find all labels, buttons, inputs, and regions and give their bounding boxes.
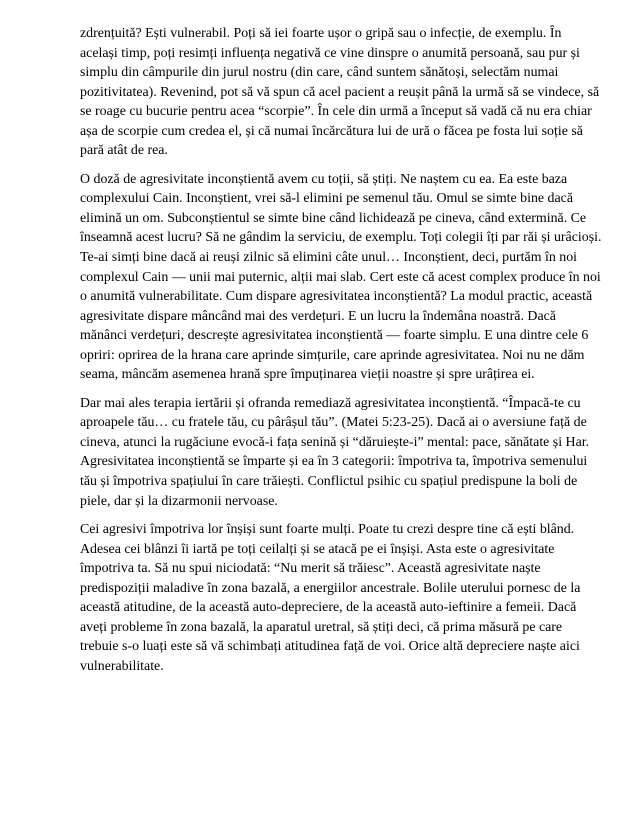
paragraph: Dar mai ales terapia iertării și ofranda remediază agresivitatea inconștientă. “Împacă-te cu aproapele tău… cu fratele tău, cu pârâșul tău”. (Matei 5:23-25). Dacă ai o aversiune față de cineva, atunci la rugăciune evocă-i fața senină și “dăruiește-i” mental: pace, sănătate și Har. Agresivitatea inconștientă se împarte și ea în 3 categorii: împotriva ta, împotriva semenului tău și împotriva spațiului în care trăiești. Conflictul psihic cu spațiul predispune la boli de piele, dar și la dizarmonii nervoase. xyxy=(80,395,590,509)
paragraph: Cei agresivi împotriva lor înșiși sunt foarte mulți. Poate tu crezi despre tine că ești blând. Adesea cei blânzi îi iartă pe toți ceilalți și se atacă pe ei înșiși. Asta este o agresivitate împotriva ta. Să nu spui niciodată: “Nu merit să trăiesc”. Această agresivitate naște predispoziții maladive în zona bazală, a energiilor ancestrale. Bolile uterului pornesc de la această atitudine, de la această auto-depreciere, de la această auto-ieftinire a femeii. Dacă aveți probleme în zona bazală, la aparatul uretral, să știți deci, că prima măsură pe care trebuie s-o luați este să vă schimbați atitudinea față de voi. Orice altă depreciere naște aici vulnerabilitate. xyxy=(80,522,581,674)
paragraph: O doză de agresivitate inconștientă avem cu toții, să știți. Ne naștem cu ea. Ea este baza complexului Cain. Inconștient, vrei să-l elimini pe semenul tău. Omul se simte bine dacă elimină un om. Subconștientul se simte bine când lichidează pe cineva, când extermină. Ce înseamnă acest lucru? Să ne gândim la serviciu, de exemplu. Toți colegii îți par răi și urâcioși. Te-ai simți bine dacă ai reuși zilnic să elimini câte unul… Inconștient, deci, purtăm în noi complexul Cain — unii mai puternic, alții mai slab. Cert este că acest complex produce în noi o anumită vulnerabilitate. Cum dispare agresivitatea inconștientă? La modul practic, această agresivitate dispare mâncând mai des verdețuri. E un lucru la îndemâna noastră. Dacă mănânci verdețuri, descrește agresivitatea inconștientă — foarte simplu. E una dintre cele 6 opriri: oprirea de la hrana care aprinde simțurile, care aprinde agresivitatea. Noi nu ne dăm seama, mâncăm asemenea hrană spre împuținarea vieții noastre și spre urâțirea ei. xyxy=(80,171,602,383)
document-page xyxy=(80,24,602,686)
paragraph: zdrențuită? Ești vulnerabil. Poți să iei foarte ușor o gripă sau o infecție, de exemplu. În același timp, poți resimți influența negativă ce vine dinspre o anumită persoană, sau pur și simplu din câmpurile din jurul nostru (din care, când suntem sănătoși, selectăm numai pozitivitatea). Revenind, pot să vă spun că acel pacient a reușit până la urmă să se vindece, să se roage cu bucurie pentru acea “scorpie”. În cele din urmă a început să vadă că nu era chiar așa de scorpie cum credea el, și că numai încărcătura lui de ură o făcea pe fosta lui soție să pară atât de rea. xyxy=(80,26,600,159)
